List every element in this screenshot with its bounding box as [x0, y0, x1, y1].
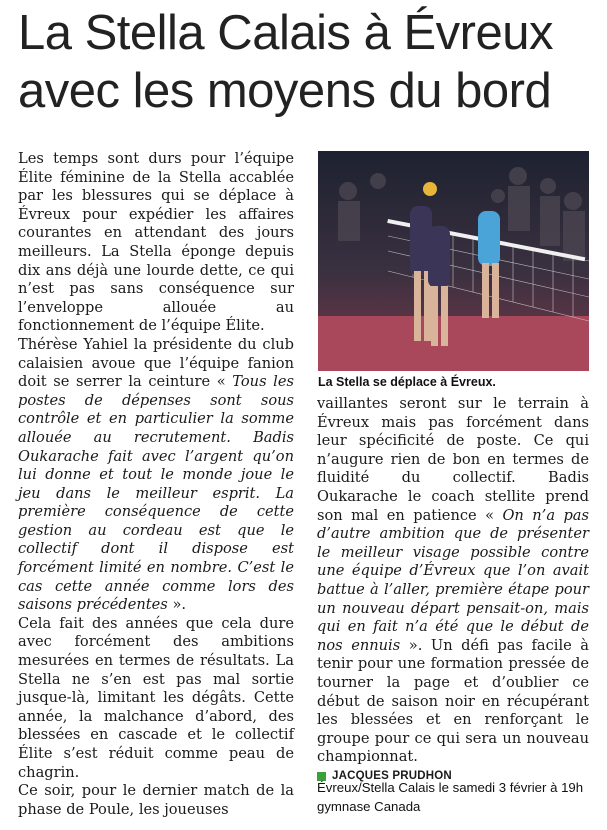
- paragraph-3: Cela fait des années que cela dure avec forcément des ambitions mesurées en termes de résultats. La Stella ne s’en est pas mal sortie jusque-là, limitant les dégâts. Cette année, la malchance d’abord, des blessées en cascade et le collectif Élite s’est réduit comme peau de chagrin.: [18, 614, 294, 781]
- headline-line-2: avec les moyens du bord: [18, 64, 552, 118]
- paragraph-4: Ce soir, pour le dernier match de la phase de Poule, les joueuses: [18, 782, 294, 818]
- paragraph-2: [18, 336, 294, 615]
- ball: [423, 182, 437, 196]
- match-info: Évreux/Stella Calais le samedi 3 février à 19h gymnase Canada: [317, 780, 584, 814]
- headline-line-1: La Stella Calais à Évreux: [18, 6, 553, 60]
- paragraph-5-intro: vaillantes seront sur le terrain à Évreux mais pas forcément dans leur spécificité de poste. Ce qui n’augure rien de bon en termes de fluidité du collectif. Badis Oukarache le coach stellite prend son mal en patience «: [317, 395, 589, 524]
- paragraph-1: Les temps sont durs pour l’équipe Élite féminine de la Stella accablée par les blessures qui se déplace à Évreux pour expédier les affaires courantes en attendant des jours meilleurs. La Stella éponge depuis dix ans déjà une lourde dette, ce qui n’est pas sans conséquence sur l’enveloppe allouée au fonctionnement de l’équipe Élite.: [18, 150, 294, 335]
- paragraph-2-end: ».: [172, 596, 187, 614]
- paragraph-2-intro: Thérèse Yahiel la présidente du club calaisien avoue que l’équipe fanion doit se serrer la ceinture «: [18, 335, 294, 391]
- photo-caption: La Stella se déplace à Évreux.: [318, 375, 496, 389]
- paragraph-5-end: ». Un défi pas facile à tenir pour une formation pressée de tourner la page et d’oublier ce début de saison noir en récupérant les blessées et en renforçant le groupe pour ce qui sera un nouveau championnat.: [317, 636, 589, 766]
- article-left-column: [18, 150, 294, 819]
- volleyball-photo: [318, 151, 589, 371]
- headline: [18, 4, 598, 120]
- paragraph-5: [317, 395, 589, 767]
- quote-coach: On n’a pas d’autre ambition que de présenter le meilleur visage possible contre une équipe d’Évreux que l’on avait battue à l’aller, première étape pour un nouveau départ pensait-on, mais qui en fait n’a été que le début de nos ennuis: [317, 506, 589, 654]
- quote-president: Tous les postes de dépenses sont sous contrôle et en particulier la somme allouée au recrutement. Badis Oukarache fait avec l’argent qu’on lui donne et tout le monde joue le jeu dans le meilleur esprit. La première conséquence de cette gestion au cordeau est que le collectif dont il dispose est forcément limité en nombre. C’est le cas cette année comme lors des saisons précédentes: [18, 373, 294, 614]
- photo-illustration: [318, 151, 589, 371]
- byline: JACQUES PRUDHON: [332, 769, 452, 782]
- article-right-column: [317, 395, 589, 785]
